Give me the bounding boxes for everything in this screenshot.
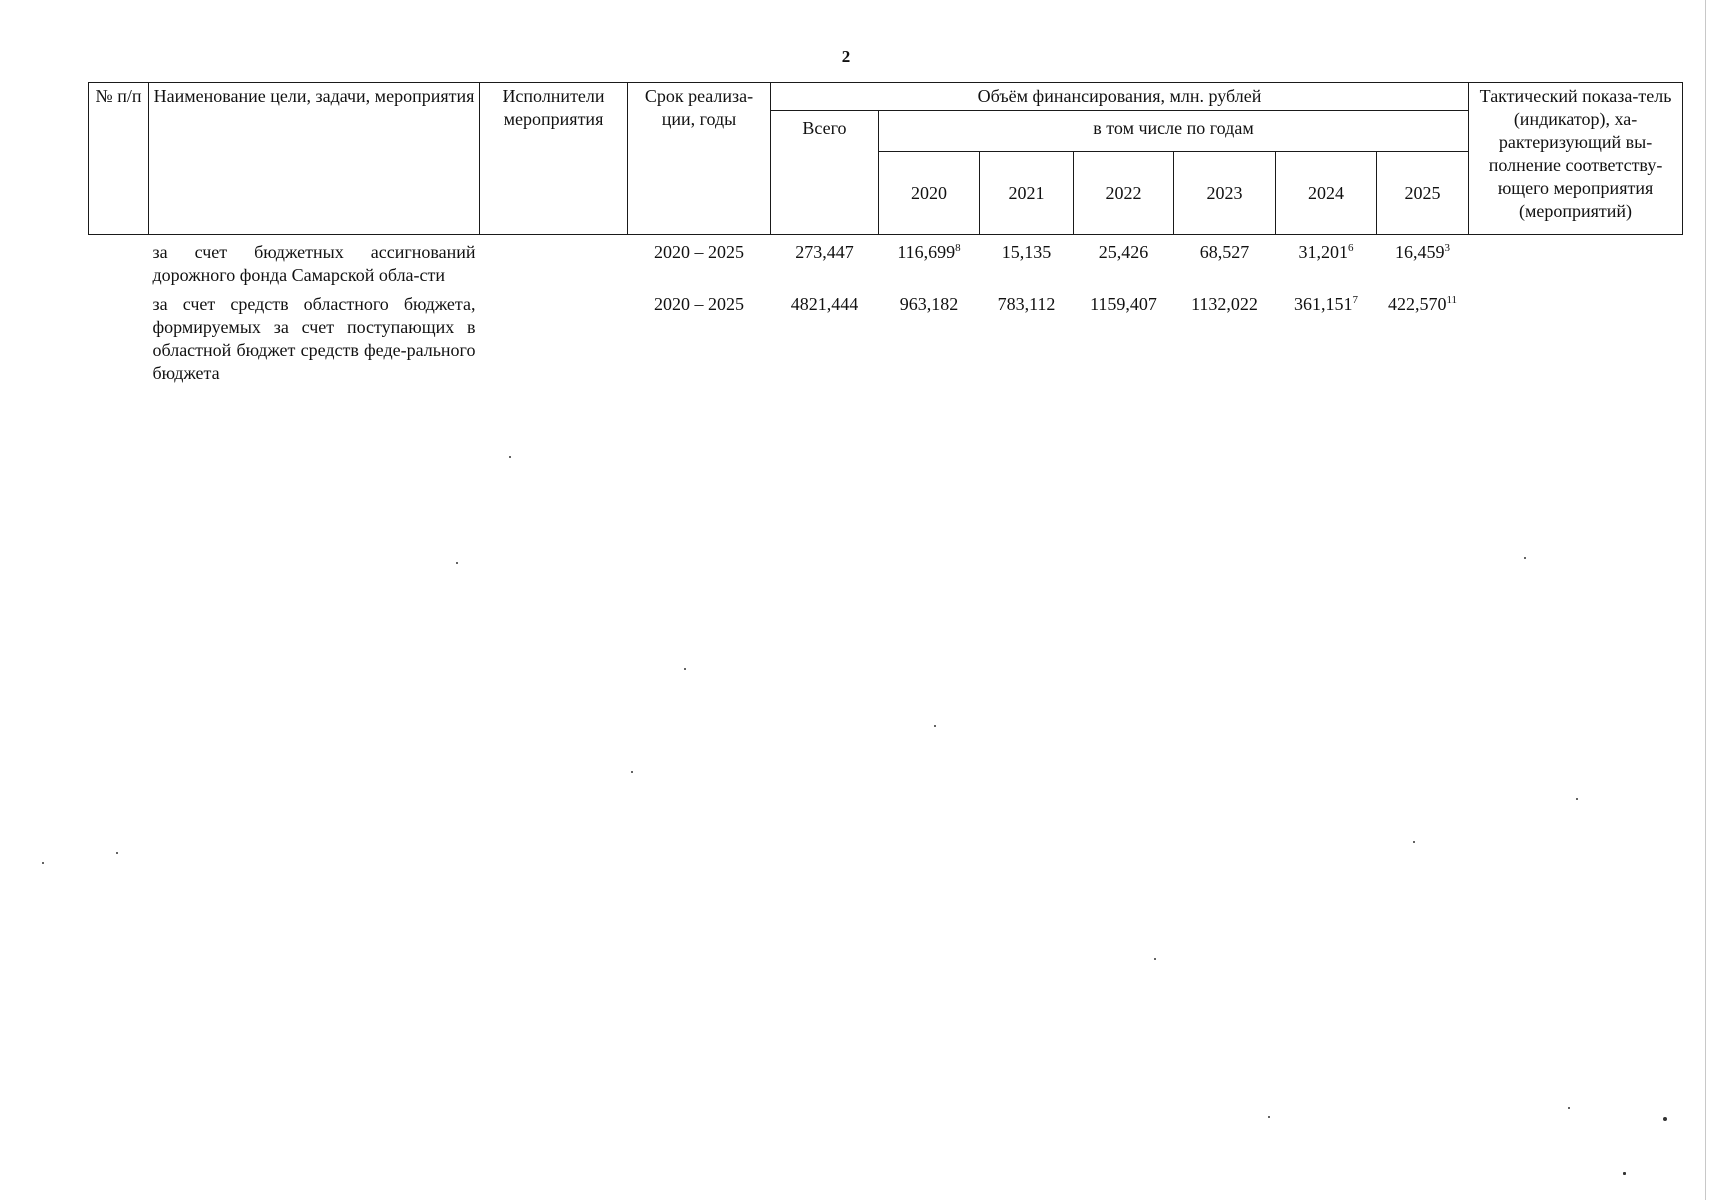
row-period: 2020 – 2025 — [654, 294, 744, 314]
footnote-mark: 6 — [1348, 242, 1354, 254]
value-text: 16,459 — [1395, 242, 1445, 262]
header-year-2020: 2020 — [879, 152, 980, 235]
row-indicator-cell — [1469, 287, 1683, 385]
scan-speck — [1623, 1172, 1626, 1175]
value-text: 783,112 — [997, 294, 1056, 314]
scan-speck — [1568, 1107, 1570, 1109]
scan-speck — [1268, 1116, 1270, 1118]
row-value-2023 — [1174, 235, 1276, 288]
footnote-mark: 11 — [1446, 294, 1458, 306]
header-total: Всего — [771, 111, 879, 235]
row-value-2021 — [980, 287, 1074, 385]
table-row — [89, 235, 1683, 288]
header-year-2023: 2023 — [1174, 152, 1276, 235]
page-number: 2 — [841, 47, 851, 66]
scan-speck — [1663, 1117, 1667, 1121]
value-text: 25,426 — [1098, 242, 1149, 262]
value-text: 15,135 — [1001, 242, 1052, 262]
header-year-2024: 2024 — [1276, 152, 1377, 235]
header-num: № п/п — [89, 83, 149, 235]
row-period: 2020 – 2025 — [654, 242, 744, 262]
row-value-2024 — [1276, 235, 1377, 288]
row-value-2025 — [1377, 235, 1469, 288]
header-indicator: Тактический показа-тель (индикатор), ха-рактеризующий вы-полнение соответству-ющего мероприятия (мероприятий) — [1469, 83, 1683, 235]
value-text: 422,570 — [1387, 294, 1447, 314]
header-by-years: в том числе по годам — [879, 111, 1469, 152]
row-name: за счет средств областного бюджета, формируемых за счет поступающих в областной бюджет средств феде-рального бюджета — [152, 294, 476, 383]
scan-speck — [42, 862, 44, 864]
row-value-2020 — [879, 235, 980, 288]
row-executors-cell — [480, 287, 628, 385]
row-num-cell — [89, 287, 149, 385]
header-name: Наименование цели, задачи, мероприятия — [149, 83, 480, 235]
header-year-2021: 2021 — [980, 152, 1074, 235]
header-row-1 — [89, 83, 1683, 111]
scan-speck — [116, 852, 118, 854]
header-period: Срок реализа-ции, годы — [628, 83, 771, 235]
value-text: 1132,022 — [1191, 294, 1258, 314]
value-text: 963,182 — [899, 294, 959, 314]
row-total: 273,447 — [795, 242, 854, 262]
footnote-mark: 8 — [955, 242, 961, 254]
scan-speck — [631, 771, 633, 773]
scan-speck — [1524, 557, 1526, 559]
footnote-mark: 3 — [1444, 242, 1451, 254]
row-name: за счет бюджетных ассигнований дорожного фонда Самарской обла-сти — [152, 242, 476, 285]
row-value-2023 — [1174, 287, 1276, 385]
funding-table — [88, 82, 1683, 385]
row-executors-cell — [480, 235, 628, 288]
row-value-2024 — [1276, 287, 1377, 385]
header-executors: Исполнители мероприятия — [480, 83, 628, 235]
value-text: 361,151 — [1294, 294, 1353, 314]
row-value-2022 — [1074, 287, 1174, 385]
row-value-2020 — [879, 287, 980, 385]
scan-speck — [684, 668, 686, 670]
scan-speck — [1154, 958, 1156, 960]
row-value-2025 — [1377, 287, 1469, 385]
value-text: 31,201 — [1298, 242, 1348, 262]
page-edge-line — [1705, 0, 1706, 1200]
footnote-mark: 7 — [1352, 294, 1358, 306]
scan-speck — [1413, 841, 1415, 843]
row-value-2022 — [1074, 235, 1174, 288]
header-year-2022: 2022 — [1074, 152, 1174, 235]
table-row — [89, 287, 1683, 385]
scan-speck — [934, 725, 936, 727]
scan-speck — [509, 456, 511, 458]
value-text: 1159,407 — [1090, 294, 1157, 314]
row-value-2021 — [980, 235, 1074, 288]
scan-speck — [1576, 798, 1578, 800]
header-year-2025: 2025 — [1377, 152, 1469, 235]
row-total: 4821,444 — [790, 294, 859, 314]
header-funding: Объём финансирования, млн. рублей — [771, 83, 1469, 111]
value-text: 116,699 — [897, 242, 956, 262]
value-text: 68,527 — [1199, 242, 1250, 262]
scan-speck — [456, 562, 458, 564]
row-indicator-cell — [1469, 235, 1683, 288]
row-num-cell — [89, 235, 149, 288]
